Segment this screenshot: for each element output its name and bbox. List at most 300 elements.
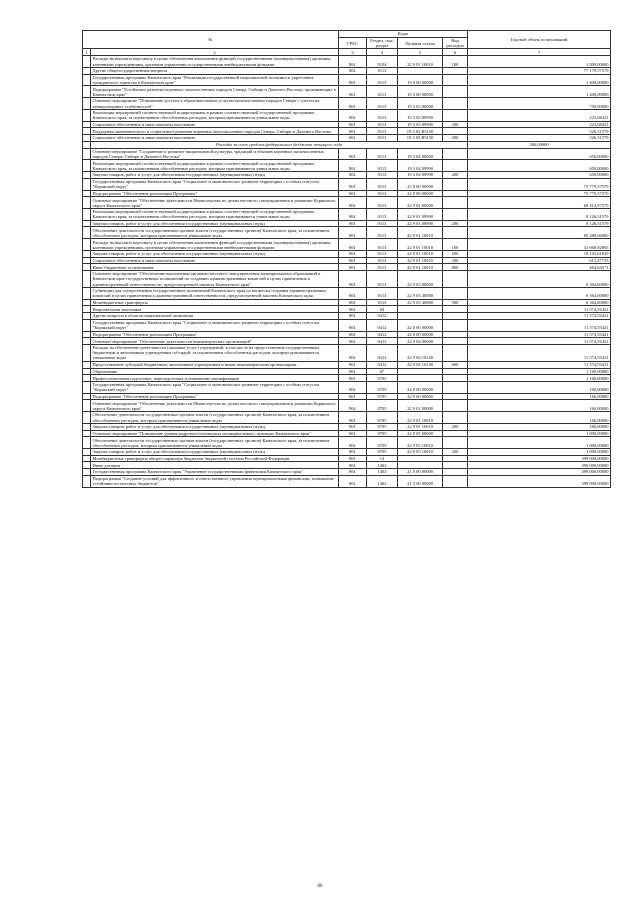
row-amount: 60 288,66000	[468, 227, 611, 239]
row-grbs: 861	[339, 67, 367, 74]
row-section: 0705	[367, 423, 398, 430]
row-amount: 223,68421	[468, 109, 611, 121]
row-name: Подпрограмма "Обеспечение реализации Программы"	[91, 393, 339, 400]
row-name: Основное мероприятие "Повышение уровня кадрового потенциала муниципальных служащих Камчатского края"	[91, 430, 339, 437]
row-grbs: 861	[339, 306, 367, 313]
row-grbs: 861	[339, 209, 367, 221]
table-row	[83, 190, 611, 197]
row-expense-type	[443, 148, 468, 160]
row-grbs: 861	[339, 449, 367, 456]
row-grbs: 861	[339, 227, 367, 239]
table-row	[83, 197, 611, 209]
row-amount: 526,31579	[468, 128, 611, 135]
row-grbs: 861	[339, 172, 367, 179]
column-number: 3	[339, 49, 367, 56]
row-name: Закупка товаров, работ и услуг для обеспечения государственных (муниципальных) нужд	[91, 449, 339, 456]
row-number-cell	[83, 251, 91, 258]
row-number-cell	[83, 227, 91, 239]
row-expense-type	[443, 209, 468, 221]
row-expense-type	[443, 400, 468, 412]
row-number-cell	[83, 74, 91, 86]
row-amount: 1 000,00000	[468, 449, 611, 456]
row-expense-type	[443, 313, 468, 320]
row-target: 22 9 04 10140	[398, 344, 443, 361]
row-grbs: 861	[339, 190, 367, 197]
row-target: 19 3 03 09990	[398, 121, 443, 128]
row-expense-type: 200	[443, 449, 468, 456]
row-number-cell	[83, 209, 91, 221]
row-amount: 750,00000	[468, 98, 611, 110]
row-grbs: 861	[339, 271, 367, 288]
row-amount: 399 000,00000	[468, 462, 611, 469]
row-name: Реализация мероприятий соответствующей подпрограммы в рамках соответствующей государственной программы Камчатского края, за исключением обособленных расходов, которым присваиваются уникальные коды	[91, 160, 339, 172]
row-section: 0113	[367, 86, 398, 98]
row-target: 19 3 03 09990	[398, 109, 443, 121]
row-number-cell	[83, 264, 91, 271]
row-amount: 399 000,00000	[468, 469, 611, 476]
row-target: 22 9 01 10010	[398, 239, 443, 251]
row-amount: 11 574,55421	[468, 313, 611, 320]
row-name: Образование	[91, 368, 339, 375]
row-name: Государственная программа Камчатского края "Управление государственными финансами Камчатского края"	[91, 469, 339, 476]
budget-table	[82, 30, 611, 488]
table-row	[83, 299, 611, 306]
row-section: 0113	[367, 197, 398, 209]
row-expense-type: 200	[443, 172, 468, 179]
row-target: 22 9 00 00000	[398, 393, 443, 400]
row-name: Расходы на выплаты персоналу в целях обеспечения выполнения функций государственными (муниципальными) органами, казенными учреждениями, органами управления государственными внебюджетными фондами	[91, 239, 339, 251]
row-amount: 1 160,00000	[468, 368, 611, 375]
table-row	[83, 98, 611, 110]
row-name: Социальное обеспечение и иные выплаты населению	[91, 135, 339, 142]
row-section: 0113	[367, 98, 398, 110]
row-expense-type	[443, 368, 468, 375]
table-row	[83, 287, 611, 299]
table-row	[83, 393, 611, 400]
row-expense-type	[443, 430, 468, 437]
row-name: Государственная программа Камчатского края "Социальное и экономическое развитие территории с особым статусом "Корякский округ"	[91, 319, 339, 331]
row-section: 1402	[367, 462, 398, 469]
row-grbs: 861	[339, 455, 367, 462]
row-amount: 6 364,60000	[468, 271, 611, 288]
table-row	[83, 437, 611, 449]
row-grbs: 861	[339, 257, 367, 264]
row-number-cell	[83, 475, 91, 487]
row-section: 0104	[367, 56, 398, 68]
row-expense-type: 300	[443, 135, 468, 142]
row-amount: 1 000,00000	[468, 437, 611, 449]
row-name: Государственная программа Камчатского края "Реализация государственной национальной политики и укрепление гражданского единства в Камчатском крае"	[91, 74, 339, 86]
table-body	[83, 56, 611, 487]
row-expense-type: 300	[443, 257, 468, 264]
row-section: 0113	[367, 251, 398, 258]
row-section: 0113	[367, 121, 398, 128]
row-amount: 11 574,55421	[468, 344, 611, 361]
row-number-cell	[83, 375, 91, 382]
row-grbs: 861	[339, 220, 367, 227]
row-amount: 650,00000	[468, 172, 611, 179]
row-number-cell	[83, 393, 91, 400]
row-number-cell	[83, 338, 91, 345]
row-name: Расходы на выплаты персоналу в целях обеспечения выполнения функций государственными (муниципальными) органами, казенными учреждениями, органами управления государственными внебюджетными фондами	[91, 56, 339, 68]
table-row	[83, 172, 611, 179]
row-target: 22 9 01 10010	[398, 56, 443, 68]
row-section: 0705	[367, 449, 398, 456]
row-amount: 11 574,55421	[468, 361, 611, 368]
row-section: 0412	[367, 344, 398, 361]
row-section: 0412	[367, 319, 398, 331]
row-target: 22 0 00 00000	[398, 178, 443, 190]
table-row	[83, 220, 611, 227]
row-number-cell	[83, 423, 91, 430]
row-name: Предоставление субсидий бюджетным, автономным учреждениям и иным некоммерческим организациям	[91, 361, 339, 368]
row-amount: 75 779,57579	[468, 190, 611, 197]
table-row	[83, 313, 611, 320]
row-expense-type: 300	[443, 121, 468, 128]
row-expense-type	[443, 109, 468, 121]
row-expense-type	[443, 86, 468, 98]
row-target	[398, 368, 443, 375]
row-amount: 223,68421	[468, 121, 611, 128]
row-name: Обеспечение деятельности государственных органов власти (государственных органов) Камчатского края, за исключением обособленных расходов, которым присваиваются уникальные коды	[91, 437, 339, 449]
row-grbs: 861	[339, 299, 367, 306]
table-row	[83, 400, 611, 412]
row-name: Реализация мероприятий соответствующей подпрограммы в рамках соответствующей государственной программы Камчатского края, за исключением обособленных расходов, которым присваиваются уникальные коды	[91, 209, 339, 221]
row-expense-type	[443, 190, 468, 197]
row-section: 0113	[367, 220, 398, 227]
row-grbs: 861	[339, 393, 367, 400]
table-row	[83, 430, 611, 437]
row-expense-type	[443, 67, 468, 74]
row-amount: 77 179,57579	[468, 67, 611, 74]
row-section: 0113	[367, 128, 398, 135]
row-number-cell	[83, 160, 91, 172]
table-row	[83, 141, 611, 148]
row-number-cell	[83, 220, 91, 227]
row-amount: 1 160,00000	[468, 375, 611, 382]
table-row	[83, 423, 611, 430]
row-grbs: 861	[339, 412, 367, 424]
row-section: 1402	[367, 469, 398, 476]
row-name: Другие общегосударственные вопросы	[91, 67, 339, 74]
table-row	[83, 462, 611, 469]
row-name: Основное мероприятие "Обеспечение выполнения органами местного самоуправления муниципальных образований в Камчатском крае государственных полномочий по созданию административных комиссий в целях привлечения к административной ответственности, предусмотренной законом Камчатского края"	[91, 271, 339, 288]
row-number-cell	[83, 148, 91, 160]
row-target: 22 9 01 09990	[398, 220, 443, 227]
row-number-cell	[83, 400, 91, 412]
row-target: 19 3 04 09990	[398, 160, 443, 172]
row-section: 07	[367, 368, 398, 375]
row-number-cell	[83, 412, 91, 424]
row-expense-type	[443, 469, 468, 476]
row-section: 0113	[367, 264, 398, 271]
row-name: Подпрограмма "Обеспечение реализации Программы"	[91, 331, 339, 338]
row-grbs: 861	[339, 338, 367, 345]
table-row	[83, 344, 611, 361]
row-number-cell	[83, 178, 91, 190]
row-number-cell	[83, 56, 91, 68]
row-target: 22 9 01 09990	[398, 209, 443, 221]
row-amount: 399 000,00000	[468, 475, 611, 487]
row-target: 19 3 03 R5150	[398, 135, 443, 142]
row-expense-type	[443, 287, 468, 299]
row-grbs: 861	[339, 239, 367, 251]
row-expense-type	[443, 412, 468, 424]
row-expense-type	[443, 98, 468, 110]
row-number-cell	[83, 361, 91, 368]
row-grbs: 861	[339, 331, 367, 338]
row-expense-type	[443, 462, 468, 469]
row-number-cell	[83, 368, 91, 375]
table-row	[83, 251, 611, 258]
row-number-cell	[83, 197, 91, 209]
row-target: 22 9 01 10010	[398, 227, 443, 239]
table-row	[83, 319, 611, 331]
row-number-cell	[83, 437, 91, 449]
table-row	[83, 227, 611, 239]
row-target: 22 9 00 00000	[398, 331, 443, 338]
row-amount: 6 364,60000	[468, 287, 611, 299]
row-amount: 464,64571	[468, 264, 611, 271]
row-name: Закупка товаров, работ и услуг для обеспечения государственных (муниципальных) нужд	[91, 220, 339, 227]
row-expense-type	[443, 375, 468, 382]
row-number-cell	[83, 98, 91, 110]
row-amount: 613,47735	[468, 257, 611, 264]
row-grbs: 861	[339, 121, 367, 128]
row-name: Национальная экономика	[91, 306, 339, 313]
row-expense-type: 800	[443, 264, 468, 271]
row-section: 0113	[367, 287, 398, 299]
row-number-cell	[83, 455, 91, 462]
row-expense-type	[443, 455, 468, 462]
row-section: 0705	[367, 381, 398, 393]
row-target: 22 9 01 10010	[398, 412, 443, 424]
row-amount: 1 000,00000	[468, 430, 611, 437]
row-grbs: 861	[339, 86, 367, 98]
row-section: 0113	[367, 109, 398, 121]
row-target: 22 9 05 00000	[398, 430, 443, 437]
row-grbs: 861	[339, 469, 367, 476]
row-target: 22 9 01 10010	[398, 251, 443, 258]
row-expense-type	[443, 160, 468, 172]
row-section: 0113	[367, 190, 398, 197]
table-row	[83, 160, 611, 172]
row-expense-type	[443, 475, 468, 487]
row-target: 22 0 00 00000	[398, 319, 443, 331]
row-target: 22 9 03 40080	[398, 299, 443, 306]
header-annual-volume: Годовой объем ассигнований	[468, 31, 611, 49]
row-expense-type	[443, 331, 468, 338]
row-target: 22 0 00 00000	[398, 381, 443, 393]
row-grbs: 861	[339, 74, 367, 86]
row-grbs: 861	[339, 313, 367, 320]
row-name: Иные бюджетные ассигнования	[91, 264, 339, 271]
row-name: Профессиональная подготовка, переподготовка и повышение квалификации	[91, 375, 339, 382]
row-name: Обеспечение деятельности государственных органов власти (государственных органов) Камчатского края, за исключением обособленных расходов, которым присваиваются уникальные коды	[91, 227, 339, 239]
row-section: 0113	[367, 135, 398, 142]
row-amount: 11 574,55421	[468, 306, 611, 313]
row-target: 19 0 00 00000	[398, 74, 443, 86]
row-expense-type	[443, 178, 468, 190]
row-expense-type: 200	[443, 251, 468, 258]
row-amount: 1 400,00000	[468, 86, 611, 98]
row-number-cell	[83, 319, 91, 331]
header-target: Целевая статья	[398, 37, 443, 49]
row-amount: 9 126,31579	[468, 220, 611, 227]
row-target: 21 0 00 00000	[398, 469, 443, 476]
row-grbs: 861	[339, 128, 367, 135]
row-target: 22 9 04 00000	[398, 338, 443, 345]
row-target: 22 9 04 10140	[398, 361, 443, 368]
row-name: Подпрограмма "Обеспечение реализации Программы"	[91, 190, 339, 197]
row-number-cell	[83, 306, 91, 313]
row-section: 04	[367, 306, 398, 313]
table-row	[83, 375, 611, 382]
row-target: 22 9 03 40080	[398, 287, 443, 299]
row-number-cell	[83, 313, 91, 320]
row-name: Социальное обеспечение и иные выплаты населению	[91, 121, 339, 128]
row-grbs: 861	[339, 400, 367, 412]
row-expense-type: 200	[443, 423, 468, 430]
row-number-cell	[83, 430, 91, 437]
row-section: 0113	[367, 239, 398, 251]
row-name: Межбюджетные трансферты	[91, 299, 339, 306]
row-grbs: 861	[339, 264, 367, 271]
row-expense-type	[443, 319, 468, 331]
row-grbs: 861	[339, 287, 367, 299]
row-amount: 1 400,00000	[468, 74, 611, 86]
row-grbs: 861	[339, 56, 367, 68]
column-number: 2	[91, 49, 339, 56]
row-section: 0113	[367, 67, 398, 74]
row-expense-type	[443, 128, 468, 135]
row-name: Поддержка экономического и социального развития коренных малочисленных народов Севера, Сибири и Дальнего Востока	[91, 128, 339, 135]
table-row	[83, 338, 611, 345]
row-name: Основное мероприятие "Повышение доступа к образовательным услугам малочисленных народов Севера с учетом их этнокультурных особенностей"	[91, 98, 339, 110]
row-section: 0412	[367, 338, 398, 345]
row-name: Закупка товаров, работ и услуг для обеспечения государственных (муниципальных) нужд	[91, 423, 339, 430]
row-name: Подпрограмма "Создание условий для эффективного и ответственного управления муниципальными финансами, повышение устойчивости местных бюджетов"	[91, 475, 339, 487]
row-name: Государственная программа Камчатского края "Социальное и экономическое развитие территории с особым статусом "Корякский округ"	[91, 178, 339, 190]
row-section: 0113	[367, 178, 398, 190]
row-section: 0113	[367, 74, 398, 86]
header-expense-type: Вид расходов	[443, 37, 468, 49]
row-number-cell	[83, 109, 91, 121]
table-row	[83, 271, 611, 288]
row-name: Межбюджетные трансферты общего характера бюджетам бюджетной системы Российской Федерации	[91, 455, 339, 462]
row-expense-type	[443, 271, 468, 288]
row-target	[398, 462, 443, 469]
row-number-cell	[83, 331, 91, 338]
column-number: 5	[398, 49, 443, 56]
row-target: 19 3 04 00000	[398, 148, 443, 160]
row-target	[398, 455, 443, 462]
table-row	[83, 455, 611, 462]
row-number-cell	[83, 344, 91, 361]
row-number-cell	[83, 271, 91, 288]
table-row	[83, 239, 611, 251]
table-row	[83, 469, 611, 476]
table-row	[83, 381, 611, 393]
row-amount: 160,00000	[468, 400, 611, 412]
row-amount: 69 414,97579	[468, 197, 611, 209]
row-number-cell	[83, 381, 91, 393]
header-number: №	[83, 31, 339, 49]
row-number-cell	[83, 287, 91, 299]
row-number-cell	[83, 449, 91, 456]
row-expense-type	[443, 344, 468, 361]
row-amount: 526,31579	[468, 135, 611, 142]
row-name: Субвенции для осуществления государственных полномочий Камчатского края по вопросам создания административных комиссий в целях привлечения к административной ответственности, предусмотренной законом Камчатского края	[91, 287, 339, 299]
row-number-cell	[83, 239, 91, 251]
row-expense-type: 200	[443, 220, 468, 227]
table-row	[83, 67, 611, 74]
table-row	[83, 74, 611, 86]
table-row	[83, 412, 611, 424]
row-grbs: 861	[339, 368, 367, 375]
row-number-cell	[83, 128, 91, 135]
row-target: 22 9 05 10010	[398, 437, 443, 449]
row-target: 22 9 01 10010	[398, 257, 443, 264]
row-name: Обеспечение деятельности государственных органов власти (государственных органов) Камчатского края, за исключением обособленных расходов, которым присваиваются уникальные коды	[91, 412, 339, 424]
row-section: 0113	[367, 148, 398, 160]
row-target: 19 3 03 R5150	[398, 128, 443, 135]
table-row	[83, 109, 611, 121]
table-row	[83, 306, 611, 313]
table-row	[83, 178, 611, 190]
row-grbs: 861	[339, 251, 367, 258]
row-target: 19 3 04 09990	[398, 172, 443, 179]
row-section: 14	[367, 455, 398, 462]
table-row	[83, 209, 611, 221]
row-target	[398, 313, 443, 320]
row-target	[398, 375, 443, 382]
row-amount: 11 574,55421	[468, 338, 611, 345]
row-number-cell	[83, 135, 91, 142]
row-expense-type: 100	[443, 239, 468, 251]
row-expense-type	[443, 306, 468, 313]
table-row	[83, 449, 611, 456]
row-name: Закупка товаров, работ и услуг для обеспечения государственных (муниципальных) нужд	[91, 172, 339, 179]
table-row	[83, 257, 611, 264]
row-grbs: 861	[339, 109, 367, 121]
row-amount: 160,00000	[468, 393, 611, 400]
row-grbs: 861	[339, 319, 367, 331]
row-grbs: 861	[339, 423, 367, 430]
row-name: Иные дотации	[91, 462, 339, 469]
row-expense-type: 100	[443, 56, 468, 68]
row-amount: 9 126,31579	[468, 209, 611, 221]
table-row	[83, 56, 611, 68]
row-section: 0705	[367, 430, 398, 437]
row-amount: 650,00000	[468, 160, 611, 172]
row-section: 0113	[367, 160, 398, 172]
row-grbs: 861	[339, 178, 367, 190]
row-section: 1402	[367, 475, 398, 487]
row-expense-type	[443, 393, 468, 400]
row-name: Основное мероприятие "Сохранение и развитие национальной культуры, традиций и обычаев коренных малочисленных народов Севера, Сибири и Дальнего Востока"	[91, 148, 339, 160]
row-amount: 399 000,00000	[468, 455, 611, 462]
row-grbs: 861	[339, 475, 367, 487]
column-number: 7	[468, 49, 611, 56]
row-name: Расходы на обеспечение деятельности (оказание услуг) учреждений, в том числе на предоставление государственным бюджетным и автономным учреждениям субсидий, за исключением обособленных расходов, которым присваиваются уникальные коды	[91, 344, 339, 361]
row-target: 22 9 01 10010	[398, 264, 443, 271]
row-grbs: 861	[339, 361, 367, 368]
row-grbs: 861	[339, 160, 367, 172]
column-number: 1	[83, 49, 91, 56]
row-target: 22 9 01 10010	[398, 423, 443, 430]
row-number-cell	[83, 299, 91, 306]
